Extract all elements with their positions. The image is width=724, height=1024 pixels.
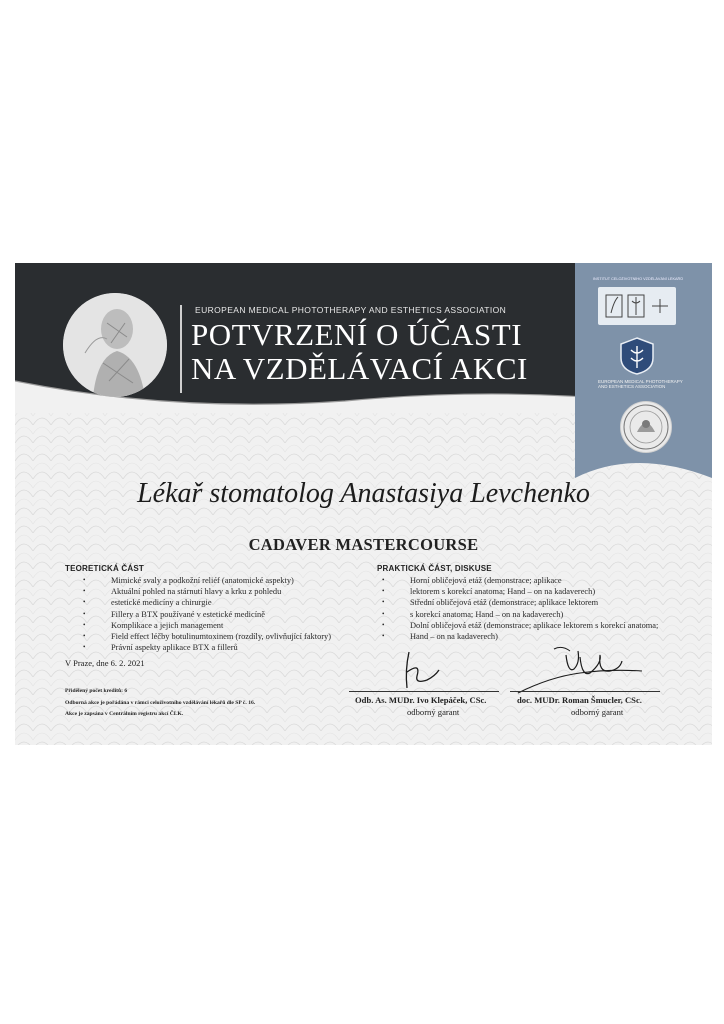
practice-list: [410, 575, 710, 642]
theory-list: [111, 575, 381, 653]
list-item: • s korekcí anatoma; Hand – on na kadaverech): [410, 609, 710, 620]
list-item: • Komplikace a jejich management: [111, 620, 381, 631]
signature-line-left: [349, 691, 499, 692]
university-seal-icon: [620, 401, 672, 453]
signatory-name: doc. MUDr. Roman Šmucler, CSc.: [517, 695, 642, 705]
certificate: [15, 263, 712, 745]
theory-heading: TEORETICKÁ ČÁST: [65, 564, 144, 573]
anatomy-portrait: [63, 293, 167, 397]
list-item: • lektorem s korekcí anatoma; Hand – on na kadaverech): [410, 586, 710, 597]
signature-line-right: [510, 691, 660, 692]
list-item: • Horní obličejová etáž (demonstrace; aplikace: [410, 575, 710, 586]
list-item: • estetické medicíny a chirurgie: [111, 597, 381, 608]
issue-date: V Praze, dne 6. 2. 2021: [65, 658, 145, 668]
participant-name: Lékař stomatolog Anastasiya Levchenko: [137, 478, 590, 509]
credits-note: Přidělený počet kreditů: 6: [65, 688, 128, 694]
list-item: • Aktuální pohled na stárnutí hlavy a krku z pohledu: [111, 586, 381, 597]
list-item: • Střední obličejová etáž (demonstrace; aplikace lektorem: [410, 597, 710, 608]
course-title: CADAVER MASTERCOURSE: [248, 535, 479, 554]
header-divider: [180, 305, 182, 393]
signature-klepacek: [395, 648, 455, 696]
list-item: • Hand – on na kadaverech): [410, 631, 710, 642]
list-item: • Fillery a BTX používané v estetické medicíně: [111, 609, 381, 620]
institute-logo: [598, 287, 676, 325]
list-item: • Právní aspekty aplikace BTX a fillerů: [111, 642, 381, 653]
association-name: EUROPEAN MEDICAL PHOTOTHERAPY AND ESTHETICS ASSOCIATION: [195, 305, 507, 315]
signatory-name: Odb. As. MUDr. Ivo Klepáček, CSc.: [355, 695, 487, 705]
association-logo-icon: [617, 336, 657, 376]
registry-note: Akce je zapsána v Centrálním registru akcí ČLK.: [65, 711, 184, 717]
certificate-title-line1: POTVRZENÍ O ÚČASTI: [191, 317, 523, 352]
signatory-role: odborný garant: [407, 707, 460, 717]
list-item: • Field effect léčby botulinumtoxinem (rozdíly, ovlivňující faktory): [111, 631, 381, 642]
signatory-role: odborný garant: [571, 707, 624, 717]
accreditation-note: Odborná akce je pořádána v rámci celoživotního vzdělávání lékařů dle SP č. 16.: [65, 700, 256, 706]
list-item: • Mimické svaly a podkožní reliéf (anatomické aspekty): [111, 575, 381, 586]
practice-heading: PRAKTICKÁ ČÁST, DISKUSE: [377, 564, 492, 573]
logo1-caption: INSTITUT CELOŽIVOTNÍHO VZDĚLÁVÁNÍ LÉKAŘŮ: [593, 277, 684, 281]
list-item: • Dolní obličejová etáž (demonstrace; aplikace lektorem s korekcí anatoma;: [410, 620, 710, 631]
logo2-caption: EUROPEAN MEDICAL PHOTOTHERAPY AND ESTHETICS ASSOCIATION: [598, 379, 683, 390]
certificate-title-line2: NA VZDĚLÁVACÍ AKCI: [191, 351, 528, 386]
